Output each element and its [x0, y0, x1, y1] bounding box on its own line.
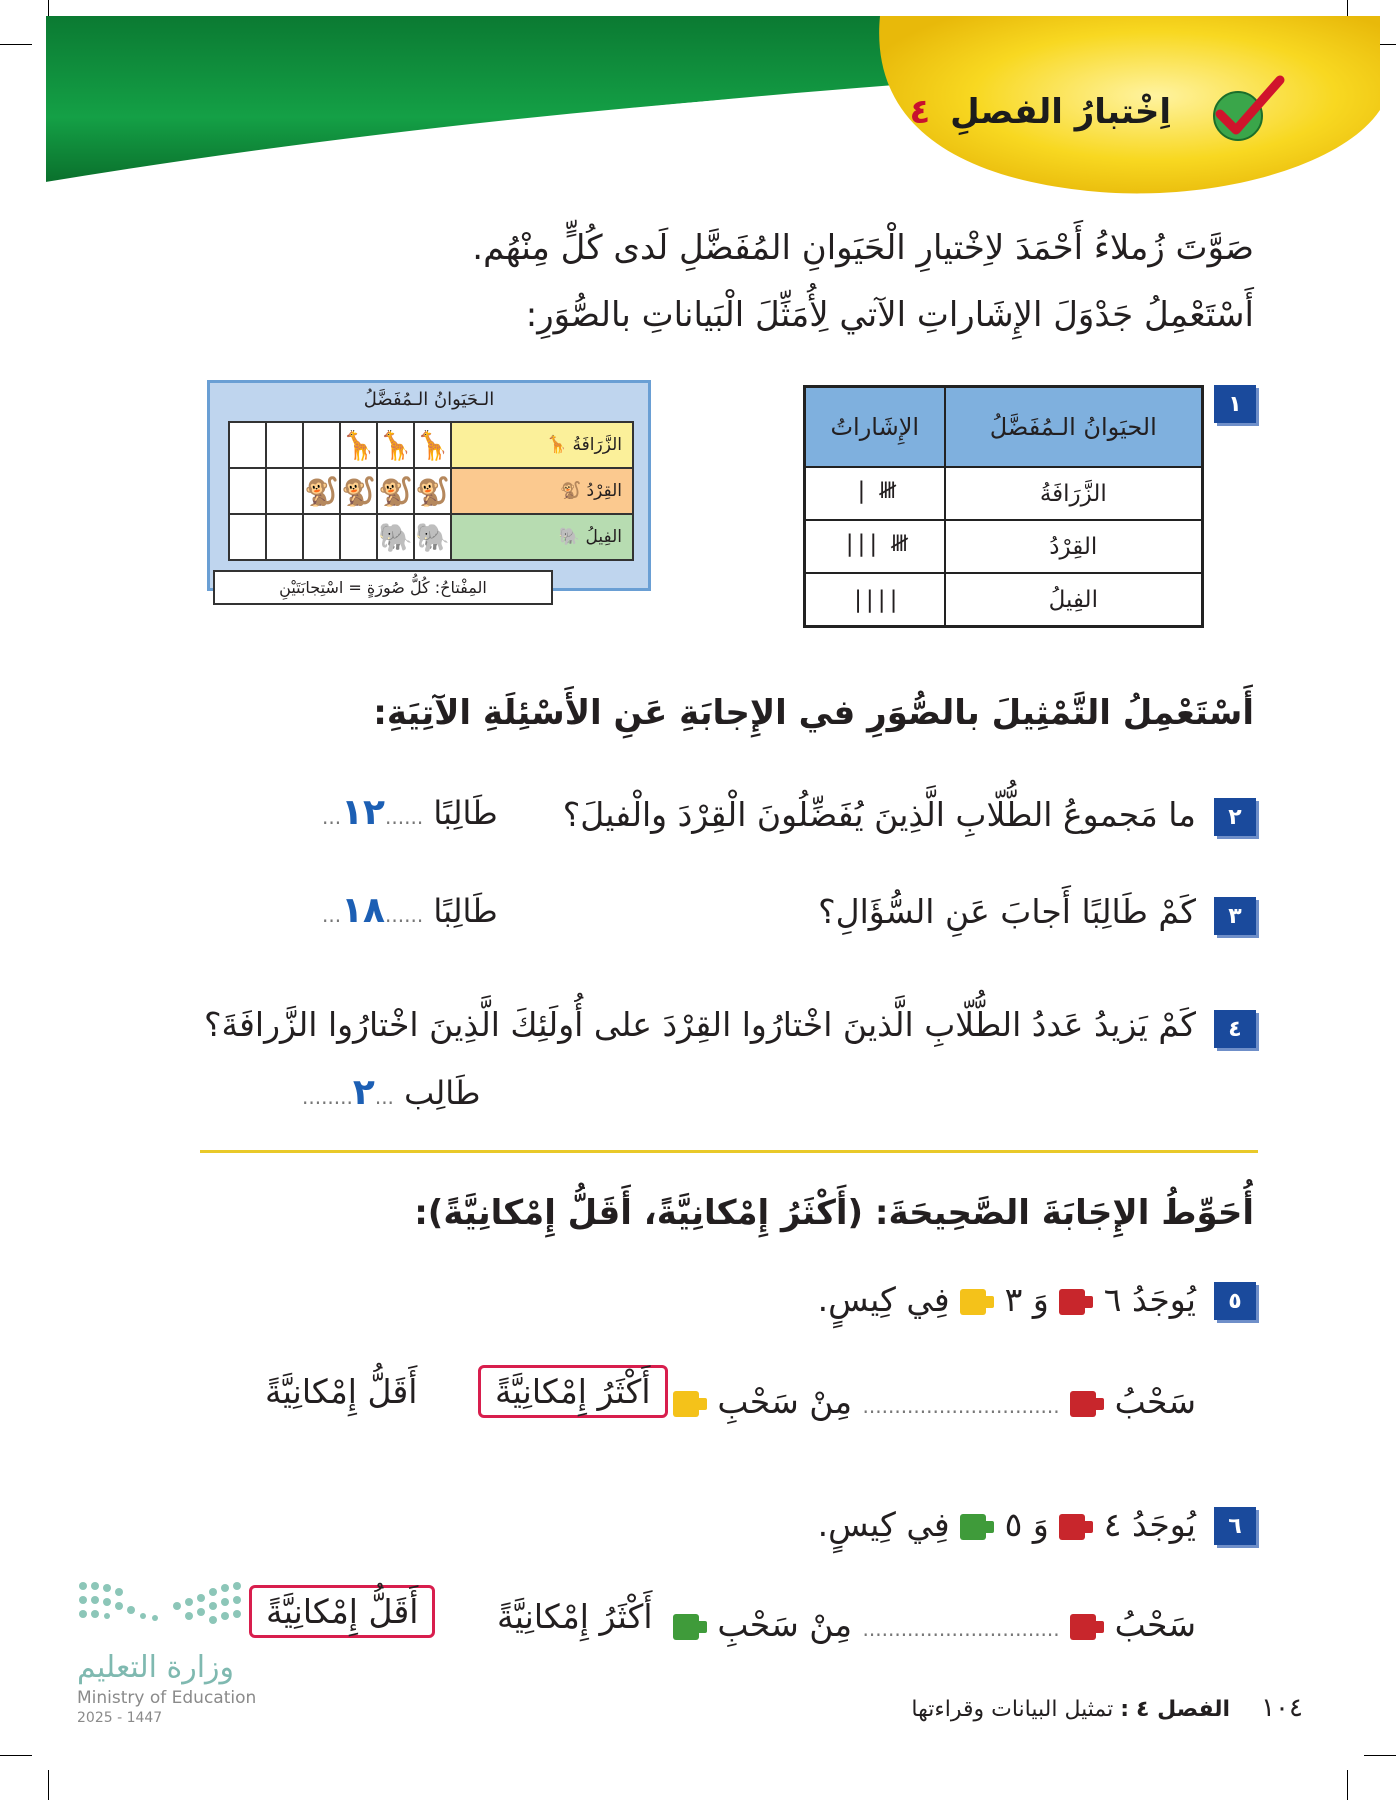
yellow-cube-icon	[673, 1391, 707, 1417]
pict-symbol-icon: 🦒	[414, 422, 451, 468]
question-badge: ٥	[1214, 1282, 1256, 1320]
red-cube-icon	[1059, 1289, 1093, 1315]
pict-symbol-icon: 🐒	[340, 468, 377, 514]
blank-dots: ...............................	[862, 1617, 1060, 1641]
circle-heading: أُحَوِّطُ الإِجَابَةَ الصَّحِيحَةَ: (أَكْثَرُ إِمْكانِيَّةً، أَقَلُّ إِمْكانِيَّةً):	[414, 1193, 1254, 1233]
red-cube-icon	[1059, 1514, 1093, 1540]
blank-dots: ...............................	[862, 1394, 1060, 1418]
header-banner	[0, 0, 1396, 200]
elephant-icon: 🐘	[558, 527, 581, 547]
answer-dots: ...	[322, 903, 342, 927]
pict-cell-r1-c0	[229, 468, 266, 514]
pict-symbol-icon: 🐘	[414, 514, 451, 560]
pict-symbol-icon: 🦒	[377, 422, 414, 468]
red-cube-icon	[1070, 1391, 1104, 1417]
tally-marks: ||||	[805, 573, 945, 627]
crop-mark	[48, 1770, 49, 1800]
tally-animal: الفِيلُ	[945, 573, 1203, 627]
yellow-cube-icon	[960, 1289, 994, 1315]
question-text: ما مَجموعُ الطُّلّابِ الَّذِينَ يُفَضِّلُونَ الْقِرْدَ والْفيلَ؟	[562, 795, 1196, 834]
title-text: اِخْتبارُ الفصلِ	[950, 92, 1171, 132]
red-cube-icon	[1070, 1614, 1104, 1640]
option-less-likely[interactable]: أَقَلُّ إِمْكانِيَّةً	[249, 1585, 435, 1638]
question-badge: ٤	[1214, 1010, 1256, 1048]
pict-symbol-icon: 🐒	[377, 468, 414, 514]
pict-cell-r0-c2	[303, 422, 340, 468]
option-more-likely[interactable]: أَكْثَرُ إِمْكانِيَّةً	[478, 1365, 668, 1418]
tally-marks: 𝍸 |	[805, 467, 945, 520]
check-icon	[1206, 74, 1286, 144]
chapter-test-title	[910, 92, 1171, 132]
stem-text: يُوجَدُ	[1132, 1505, 1196, 1544]
green-cube-icon	[960, 1514, 994, 1540]
answer-value: ٢	[352, 1072, 375, 1113]
pict-cell-r2-c0	[229, 514, 266, 560]
pict-cell-r1-c1	[266, 468, 303, 514]
pictograph-grid	[228, 421, 634, 561]
answer-dots: ......	[385, 903, 424, 927]
answer-unit: طَالِبًا	[433, 794, 498, 832]
pict-label-elephant	[451, 514, 633, 560]
crop-mark	[0, 1755, 32, 1756]
pict-cell-r2-c2	[303, 514, 340, 560]
intro-line-2: أَسْتَعْمِلُ جَدْوَلَ الإِشَاراتِ الآتي لِأُمَثِّلَ الْبَياناتِ بالصُّوَرِ:	[525, 295, 1254, 335]
prob-compare	[673, 1605, 1196, 1644]
pict-cell-r2-c1	[266, 514, 303, 560]
pict-symbol-icon: 🐒	[303, 468, 340, 514]
pict-symbol-icon: 🐒	[414, 468, 451, 514]
draw-text: سَحْبُ	[1114, 1605, 1196, 1644]
pict-label-monkey	[451, 468, 633, 514]
stem-count: ٣	[1004, 1280, 1023, 1319]
pictograph	[207, 380, 651, 591]
answer-unit: طَالِبًا	[433, 892, 498, 930]
tally-animal: الزَّرَافَةُ	[945, 467, 1203, 520]
option-less-likely[interactable]: أَقَلُّ إِمْكانِيَّةً	[265, 1372, 418, 1411]
answer-line	[322, 792, 498, 833]
tally-table	[803, 385, 1204, 628]
pict-cell-r0-c1	[266, 422, 303, 468]
page-number: ١٠٤	[1261, 1693, 1303, 1723]
answer-dots: ......	[385, 805, 424, 829]
question-text: كَمْ طَالِبًا أَجابَ عَنِ السُّؤَالِ؟	[818, 892, 1196, 931]
pict-label-text: الزَّرَافَةُ	[572, 435, 622, 455]
ministry-name-english: Ministry of Education	[77, 1688, 257, 1708]
ministry-name-arabic: وزارة التعليم	[77, 1650, 235, 1685]
stem-text: فِي كِيسٍ.	[817, 1280, 950, 1319]
answer-value: ١٨	[341, 890, 386, 931]
ministry-logo-icon	[77, 1580, 247, 1640]
answer-value: ١٢	[341, 792, 386, 833]
answer-line	[322, 890, 498, 931]
footer-separator: :	[1120, 1697, 1130, 1722]
section-heading: أَسْتَعْمِلُ التَّمْثِيلَ بالصُّوَرِ في الإِجابَةِ عَنِ الأَسْئِلَةِ الآتِيَةِ:	[373, 693, 1254, 733]
giraffe-icon: 🦒	[545, 435, 568, 455]
answer-dots: ...	[322, 805, 342, 829]
answer-dots: ...	[374, 1085, 394, 1109]
answer-unit: طَالِب	[404, 1074, 481, 1112]
pict-label-giraffe	[451, 422, 633, 468]
prob-compare	[673, 1382, 1196, 1421]
section-divider	[200, 1150, 1258, 1153]
pict-cell-r0-c0	[229, 422, 266, 468]
crop-mark	[1364, 1755, 1396, 1756]
question-badge: ٦	[1214, 1507, 1256, 1545]
pictograph-key: المِفْتاحُ: كُلُّ صُورَةٍ = اسْتِجابَتَيْنِ	[213, 570, 553, 605]
ministry-year: 2025 - 1447	[77, 1710, 163, 1726]
option-more-likely[interactable]: أَكْثَرُ إِمْكانِيَّةً	[497, 1597, 653, 1636]
footer-chapter-label: الفصل ٤	[1136, 1697, 1231, 1722]
prob-stem	[818, 1280, 1196, 1319]
pict-symbol-icon: 🐘	[377, 514, 414, 560]
intro-line-1: صَوَّتَ زُملاءُ أَحْمَدَ لاِخْتيارِ الْحَيَوانِ المُفَضَّلِ لَدى كُلٍّ مِنْهُم.	[472, 228, 1254, 268]
pictograph-title: الـحَيَوانُ الـمُفَضَّلُ	[363, 389, 495, 410]
prob-stem	[818, 1505, 1196, 1544]
crop-mark	[1347, 1770, 1348, 1800]
tally-animal: القِرْدُ	[945, 520, 1203, 573]
draw-text: مِنْ سَحْبِ	[717, 1605, 853, 1644]
stem-text: وَ	[1032, 1280, 1049, 1319]
answer-line	[302, 1072, 480, 1113]
stem-text: يُوجَدُ	[1132, 1280, 1196, 1319]
question-badge: ٣	[1214, 897, 1256, 935]
monkey-icon: 🐒	[559, 481, 582, 501]
tally-header-marks: الإِشَاراتُ	[805, 387, 945, 468]
footer-chapter-title: تمثيل البيانات وقراءتها	[911, 1697, 1114, 1722]
pict-symbol-icon: 🦒	[340, 422, 377, 468]
page-footer	[911, 1693, 1303, 1723]
question-badge: ١	[1214, 385, 1256, 423]
question-badge: ٢	[1214, 798, 1256, 836]
question-text: كَمْ يَزيدُ عَددُ الطُّلّابِ الَّذينَ اخْتارُوا القِرْدَ على أُولَئِكَ الَّذِينَ اخْتارُوا الزَّرافَةَ؟	[203, 1005, 1196, 1044]
tally-marks: 𝍸 |||	[805, 520, 945, 573]
stem-count: ٥	[1004, 1505, 1023, 1544]
answer-dots: ........	[302, 1085, 353, 1109]
green-cube-icon	[673, 1614, 707, 1640]
stem-count: ٦	[1103, 1280, 1122, 1319]
pict-label-text: القِرْدُ	[586, 481, 622, 501]
pict-cell-r2-c3	[340, 514, 377, 560]
tally-header-animal: الحيَوانُ الـمُفَضَّلُ	[945, 387, 1203, 468]
draw-text: مِنْ سَحْبِ	[717, 1382, 853, 1421]
stem-count: ٤	[1103, 1505, 1122, 1544]
stem-text: وَ	[1032, 1505, 1049, 1544]
chapter-number: ٤	[909, 92, 931, 132]
stem-text: فِي كِيسٍ.	[817, 1505, 950, 1544]
pict-label-text: الفِيلُ	[585, 527, 622, 547]
draw-text: سَحْبُ	[1114, 1382, 1196, 1421]
